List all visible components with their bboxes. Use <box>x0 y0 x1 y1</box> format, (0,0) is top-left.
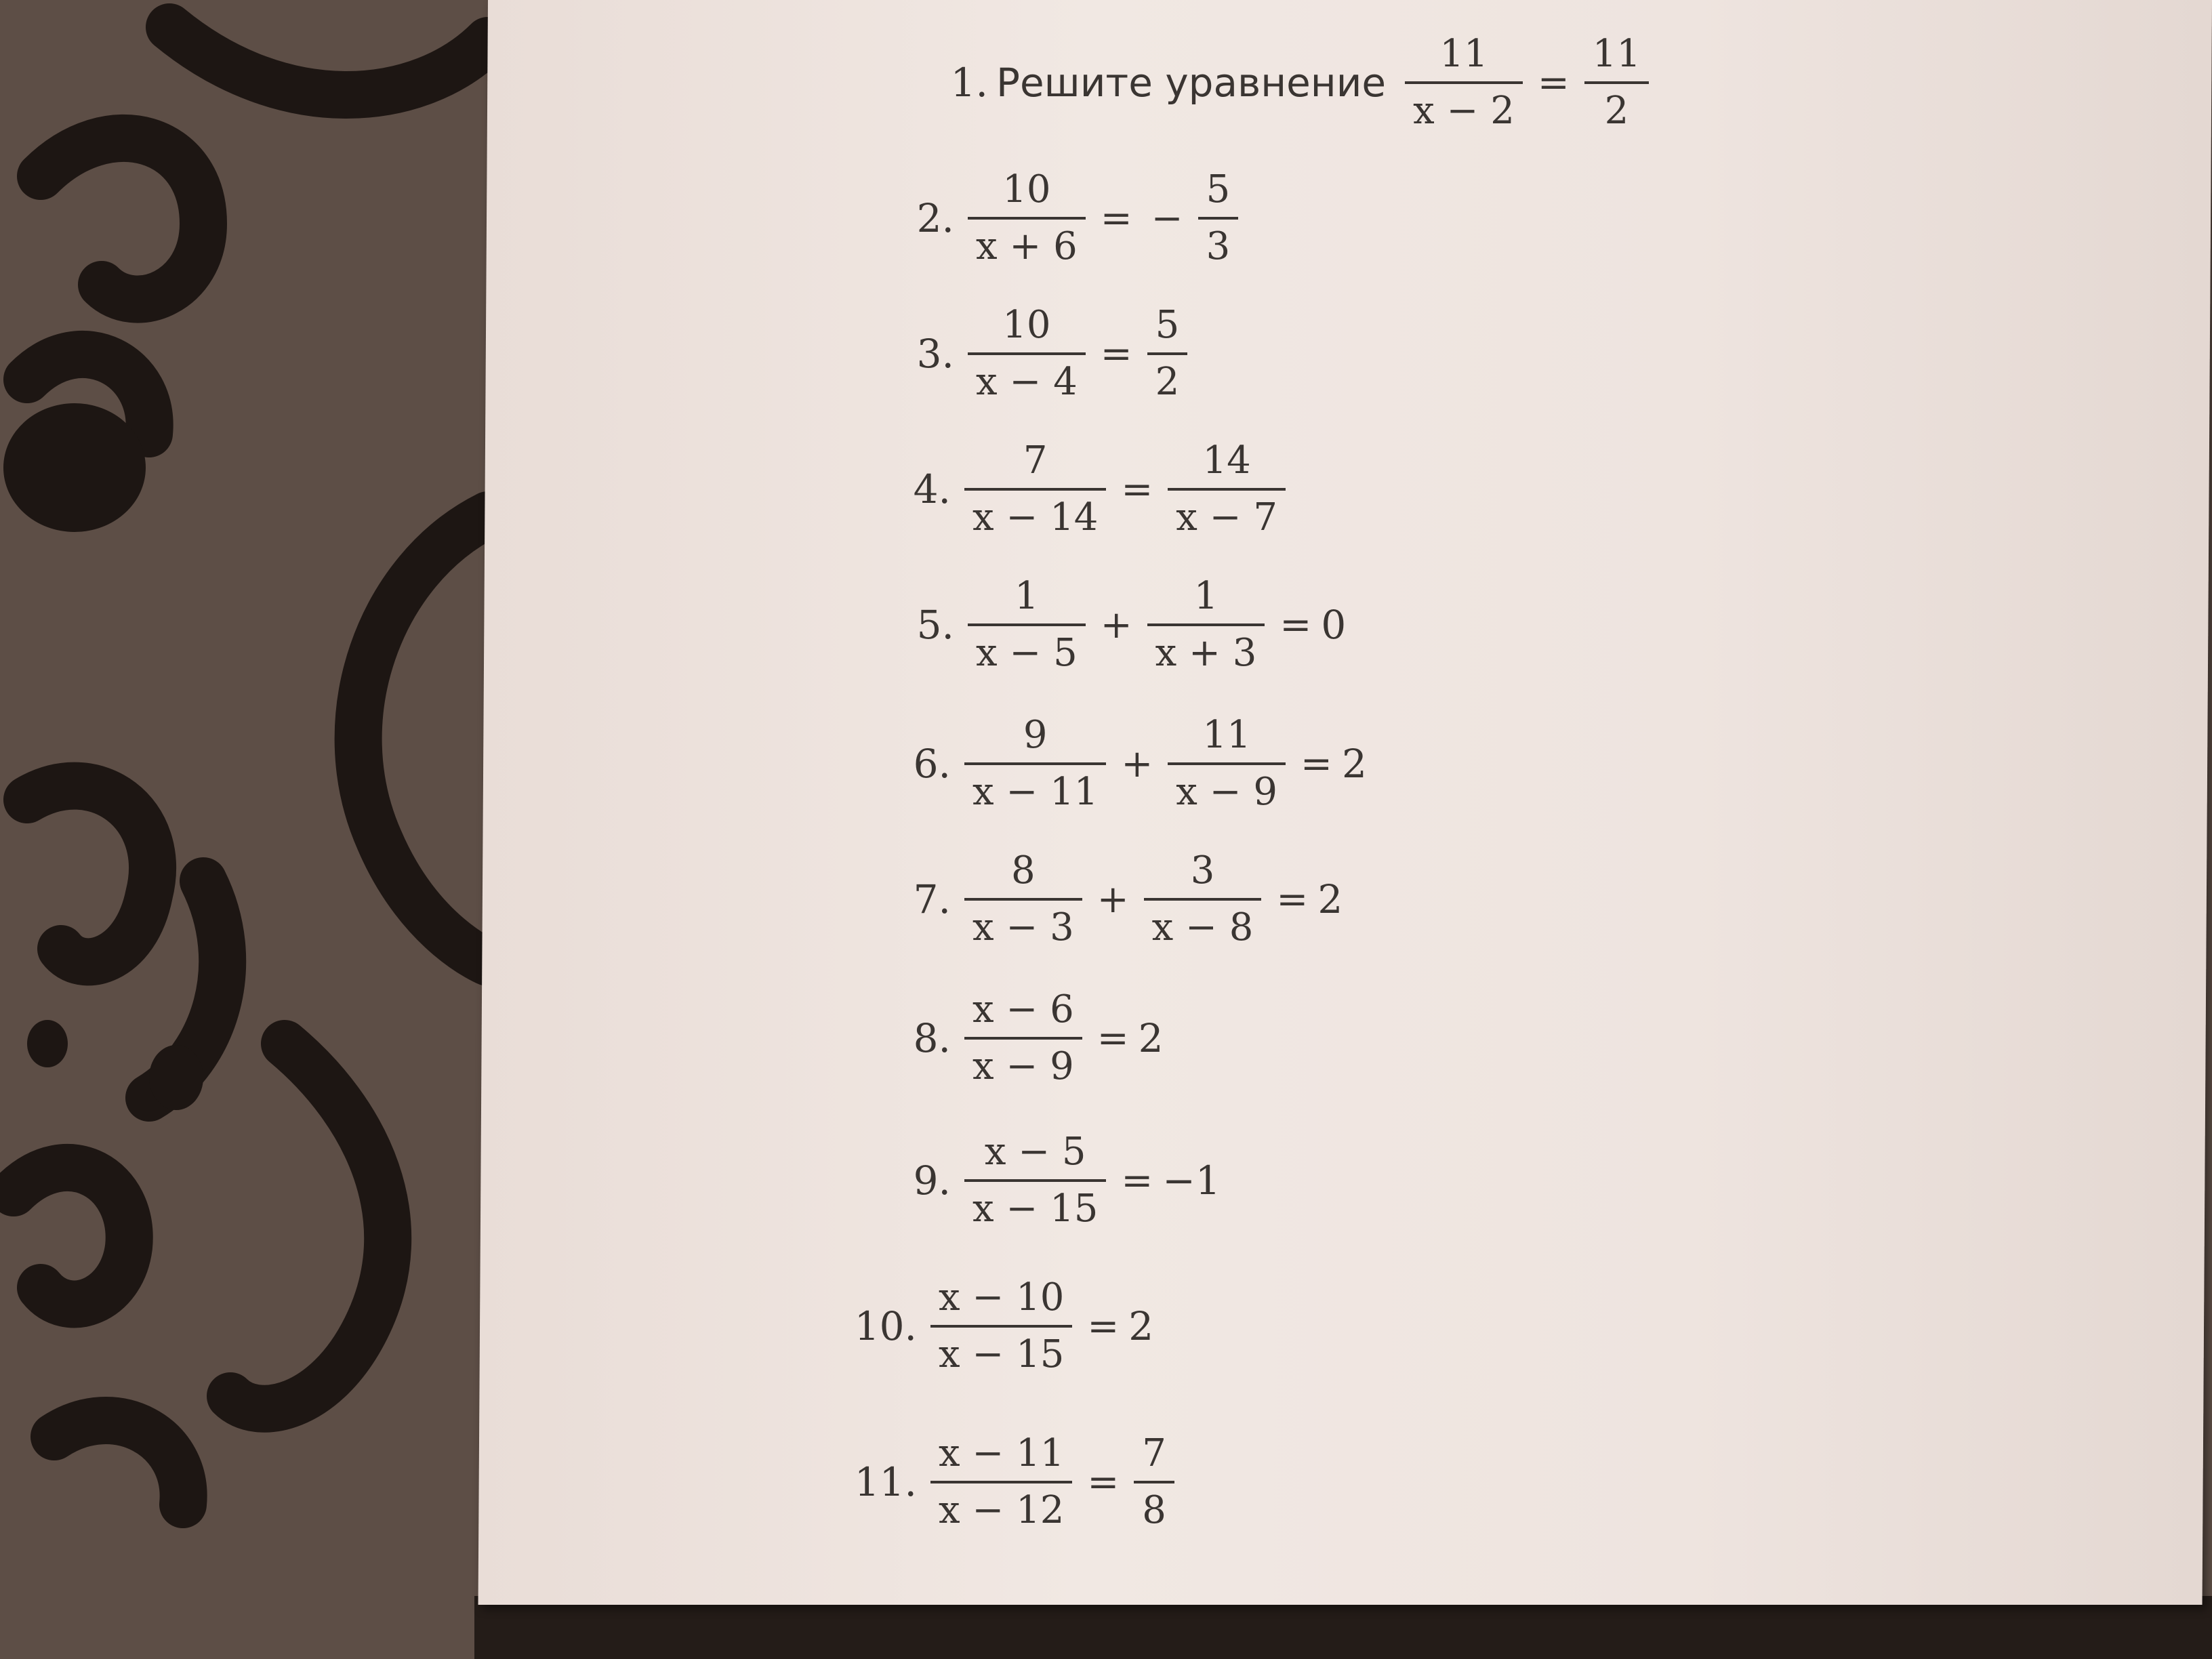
denominator: x − 15 <box>939 1332 1065 1376</box>
denominator: x − 15 <box>972 1187 1099 1231</box>
numerator: x − 5 <box>984 1130 1086 1174</box>
problem-number: 3. <box>916 331 954 377</box>
instruction-text: Решите уравнение <box>996 60 1387 106</box>
lhs-fraction <box>1147 569 1265 680</box>
problem-number: 1. <box>950 60 988 106</box>
denominator: x − 7 <box>1176 495 1278 539</box>
problem-number: 7. <box>913 876 951 922</box>
numerator: x − 6 <box>972 987 1074 1031</box>
denominator: 2 <box>1604 89 1629 133</box>
lhs-fraction <box>1405 27 1523 138</box>
rhs-value: 2 <box>1138 1015 1164 1061</box>
problem-number: 9. <box>913 1158 951 1204</box>
numerator: x − 10 <box>939 1275 1065 1319</box>
rhs-fraction <box>1584 27 1649 138</box>
numerator: 3 <box>1190 848 1215 893</box>
equals-sign: = <box>1121 467 1153 512</box>
problem-9 <box>884 1125 1221 1236</box>
rhs-value: 2 <box>1317 876 1343 922</box>
denominator: x + 3 <box>1155 631 1257 675</box>
numerator: 7 <box>1142 1431 1166 1475</box>
rhs-fraction <box>1147 298 1188 409</box>
numerator: 11 <box>1592 32 1641 76</box>
equals-sign: = <box>1537 60 1570 105</box>
problem-5 <box>888 569 1346 680</box>
problem-number: 8. <box>913 1015 951 1061</box>
lhs-fraction <box>930 1271 1072 1382</box>
problem-number: 5. <box>916 602 954 648</box>
numerator: 8 <box>1011 848 1036 893</box>
equals-sign: = <box>1097 1016 1129 1061</box>
denominator: x − 5 <box>976 631 1078 675</box>
problem-6 <box>884 708 1367 819</box>
equals-sign: = <box>1279 602 1312 647</box>
worksheet <box>854 0 1898 1559</box>
plus-sign: + <box>1097 877 1129 922</box>
problem-number: 4. <box>913 466 951 512</box>
lhs-fraction <box>1144 844 1262 955</box>
numerator: x − 11 <box>939 1431 1065 1475</box>
problem-number: 10. <box>854 1303 917 1349</box>
denominator: 3 <box>1206 224 1231 268</box>
rhs-fraction <box>1198 163 1239 274</box>
equals-sign: = <box>1276 877 1309 922</box>
denominator: x + 6 <box>976 224 1078 268</box>
denominator: x − 14 <box>972 495 1099 539</box>
problem-10 <box>851 1271 1153 1382</box>
problem-7 <box>884 844 1343 955</box>
numerator: 5 <box>1155 303 1180 347</box>
numerator: 10 <box>1002 303 1051 347</box>
denominator: x − 11 <box>972 770 1099 814</box>
rhs-value: 2 <box>1341 741 1367 787</box>
denominator: x − 3 <box>972 905 1074 949</box>
lhs-fraction <box>964 708 1106 819</box>
numerator: 14 <box>1202 438 1251 483</box>
equals-sign: = <box>1087 1460 1120 1504</box>
problem-8 <box>884 983 1164 1094</box>
numerator: 9 <box>1023 713 1048 757</box>
denominator: x − 9 <box>972 1044 1074 1088</box>
lhs-fraction <box>968 163 1086 274</box>
problem-2 <box>888 163 1244 274</box>
problem-number: 2. <box>916 195 954 241</box>
plus-sign: + <box>1121 741 1153 786</box>
numerator: 11 <box>1439 32 1488 76</box>
lhs-fraction <box>968 569 1086 680</box>
plus-sign: + <box>1100 602 1132 647</box>
denominator: 2 <box>1155 360 1180 404</box>
equals-sign: = <box>1100 196 1132 241</box>
equals-sign: = <box>1100 331 1132 376</box>
rhs-value: 2 <box>1128 1303 1154 1349</box>
problem-4 <box>884 434 1291 545</box>
equals-sign: = <box>1121 1158 1153 1203</box>
problem-number: 11. <box>854 1459 917 1505</box>
equals-sign: = <box>1087 1304 1120 1349</box>
equals-sign: = <box>1300 741 1332 786</box>
problem-number: 6. <box>913 741 951 787</box>
numerator: 10 <box>1002 167 1051 211</box>
denominator: x − 4 <box>976 360 1078 404</box>
numerator: 1 <box>1015 574 1039 618</box>
lhs-fraction <box>964 1125 1106 1236</box>
numerator: 5 <box>1206 167 1231 211</box>
rhs-value: −1 <box>1162 1158 1221 1204</box>
numerator: 11 <box>1202 713 1251 757</box>
problem-11 <box>851 1427 1180 1538</box>
problem-1 <box>922 27 1654 138</box>
lhs-fraction <box>1168 708 1286 819</box>
denominator: 8 <box>1142 1488 1166 1532</box>
denominator: x − 9 <box>1176 770 1278 814</box>
rhs-fraction <box>1168 434 1286 545</box>
lhs-fraction <box>968 298 1086 409</box>
denominator: x − 8 <box>1151 905 1254 949</box>
numerator: 7 <box>1023 438 1048 483</box>
rhs-fraction <box>1134 1427 1174 1538</box>
lhs-fraction <box>964 983 1082 1094</box>
numerator: 1 <box>1193 574 1218 618</box>
rhs-value: 0 <box>1321 602 1347 648</box>
lhs-fraction <box>964 434 1106 545</box>
lhs-fraction <box>930 1427 1072 1538</box>
lhs-fraction <box>964 844 1082 955</box>
denominator: x − 2 <box>1413 89 1515 133</box>
denominator: x − 12 <box>939 1488 1065 1532</box>
problem-3 <box>888 298 1193 409</box>
minus-sign: − <box>1151 196 1183 241</box>
